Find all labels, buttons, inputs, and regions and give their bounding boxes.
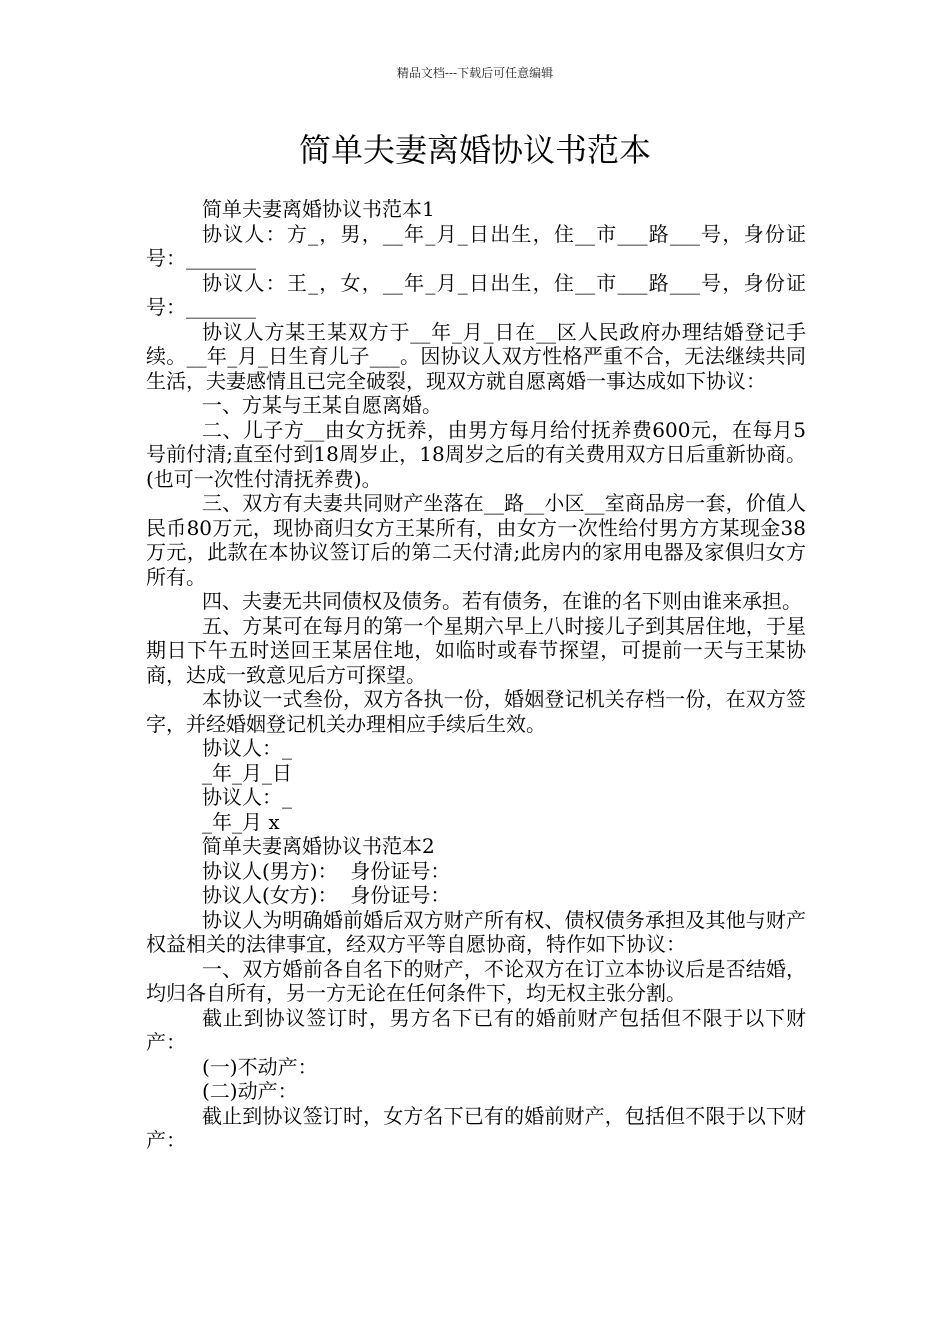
document-title: 简单夫妻离婚协议书范本 <box>298 131 651 169</box>
party-female-id-line: 协议人(女方)： 身份证号： <box>202 883 451 907</box>
purpose-paragraph: 协议人为明确婚前婚后双方财产所有权、债权债务承担及其他与财产权益相关的法律事宜，经双方平等自愿协商，特作如下协议： <box>146 907 806 956</box>
signature-date-1: _年_月_日 <box>202 760 292 785</box>
clause-4: 四、夫妻无共同债权及债务。若有债务，在谁的名下则由谁来承担。 <box>202 589 802 613</box>
clause-3: 三、双方有夫妻共同财产坐落在__路__小区__室商品房一套，价值人民币80万元，现协商归女方王某所有，由女方一次性给付男方方某现金38万元，此款在本协议签订后的第二天付清;此房内的家用电器及家俱归女方所有。 <box>146 491 806 589</box>
movable-property-item: (二)动产： <box>202 1079 298 1103</box>
party-male-line: 协议人：方_，男，__年_月_日出生，住__市___路___号，身份证号：_______ <box>146 221 806 270</box>
premarital-clause-1: 一、双方婚前各自名下的财产，不论双方在订立本协议后是否结婚，均归各自所有，另一方无论在任何条件下，均无权主张分割。 <box>146 956 806 1005</box>
signature-party-2: 协议人：_ <box>202 785 292 809</box>
preamble-paragraph: 协议人方某王某双方于__年_月_日在__区人民政府办理结婚登记手续。__年_月_日生育儿子___。因协议人双方性格严重不合，无法继续共同生活，夫妻感情且已完全破裂，现双方就自愿离婚一事达成如下协议： <box>146 319 806 393</box>
female-assets-intro: 截止到协议签订时，女方名下已有的婚前财产，包括但不限于以下财产： <box>146 1103 806 1152</box>
signature-party-1: 协议人：_ <box>202 736 292 760</box>
male-assets-intro: 截止到协议签订时，男方名下已有的婚前财产包括但不限于以下财产： <box>146 1005 806 1054</box>
section-heading-1: 简单夫妻离婚协议书范本1 <box>202 197 435 221</box>
real-estate-item: (一)不动产： <box>202 1054 318 1079</box>
clause-2: 二、儿子方__由女方抚养，由男方每月给付抚养费600元，在每月5号前付清;直至付到18周岁止，18周岁之后的有关费用双方日后重新协商。(也可一次性付清抚养费)。 <box>146 417 806 491</box>
document-body <box>146 197 806 1153</box>
clause-1: 一、方某与王某自愿离婚。 <box>202 393 442 417</box>
clause-5: 五、方某可在每月的第一个星期六早上八时接儿子到其居住地，于星期日下午五时送回王某居住地，如临时或春节探望，可提前一天与王某协商，达成一致意见后方可探望。 <box>146 613 806 687</box>
party-male-id-line: 协议人(男方)： 身份证号： <box>202 858 451 883</box>
party-female-line: 协议人：王_，女，__年_月_日出生，住__市___路___号，身份证号：_______ <box>146 270 806 319</box>
section-heading-2: 简单夫妻离婚协议书范本2 <box>202 834 435 858</box>
signature-date-2: _年_月 x <box>202 809 280 834</box>
effectiveness-paragraph: 本协议一式叁份，双方各执一份，婚姻登记机关存档一份，在双方签字，并经婚姻登记机关办理相应手续后生效。 <box>146 687 806 736</box>
page-header-note: 精品文档---下载后可任意编辑 <box>396 66 554 80</box>
